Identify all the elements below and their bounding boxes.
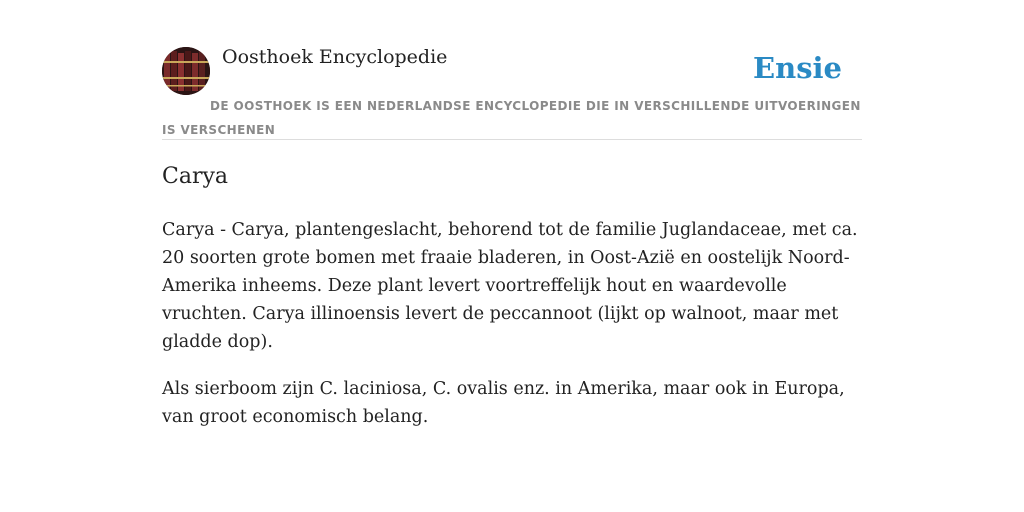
book-spines-icon <box>162 47 210 95</box>
site-title[interactable]: Oosthoek Encyclopedie <box>222 46 448 68</box>
article-body <box>162 216 862 450</box>
site-header <box>162 44 862 140</box>
header-divider <box>162 139 862 140</box>
site-tagline: DE OOSTHOEK IS EEN NEDERLANDSE ENCYCLOPEDIE DIE IN VERSCHILLENDE UITVOERINGEN IS VERSCHENEN <box>162 99 861 137</box>
article-paragraph: Als sierboom zijn C. laciniosa, C. ovalis enz. in Amerika, maar ook in Europa, van groot economisch belang. <box>162 379 845 427</box>
article-paragraph: Carya - Carya, plantengeslacht, behorend tot de familie Juglandaceae, met ca. 20 soorten grote bomen met fraaie bladeren, in Oost-Azië en oostelijk Noord-Amerika inheems. Deze plant levert voortreffelijk hout en waardevolle vruchten. Carya illinoensis levert de peccannoot (lijkt op walnoot, maar met gladde dop). <box>162 220 858 352</box>
brand-logo[interactable]: Ensie <box>753 51 842 85</box>
avatar[interactable] <box>162 47 210 95</box>
article-title: Carya <box>162 164 229 189</box>
